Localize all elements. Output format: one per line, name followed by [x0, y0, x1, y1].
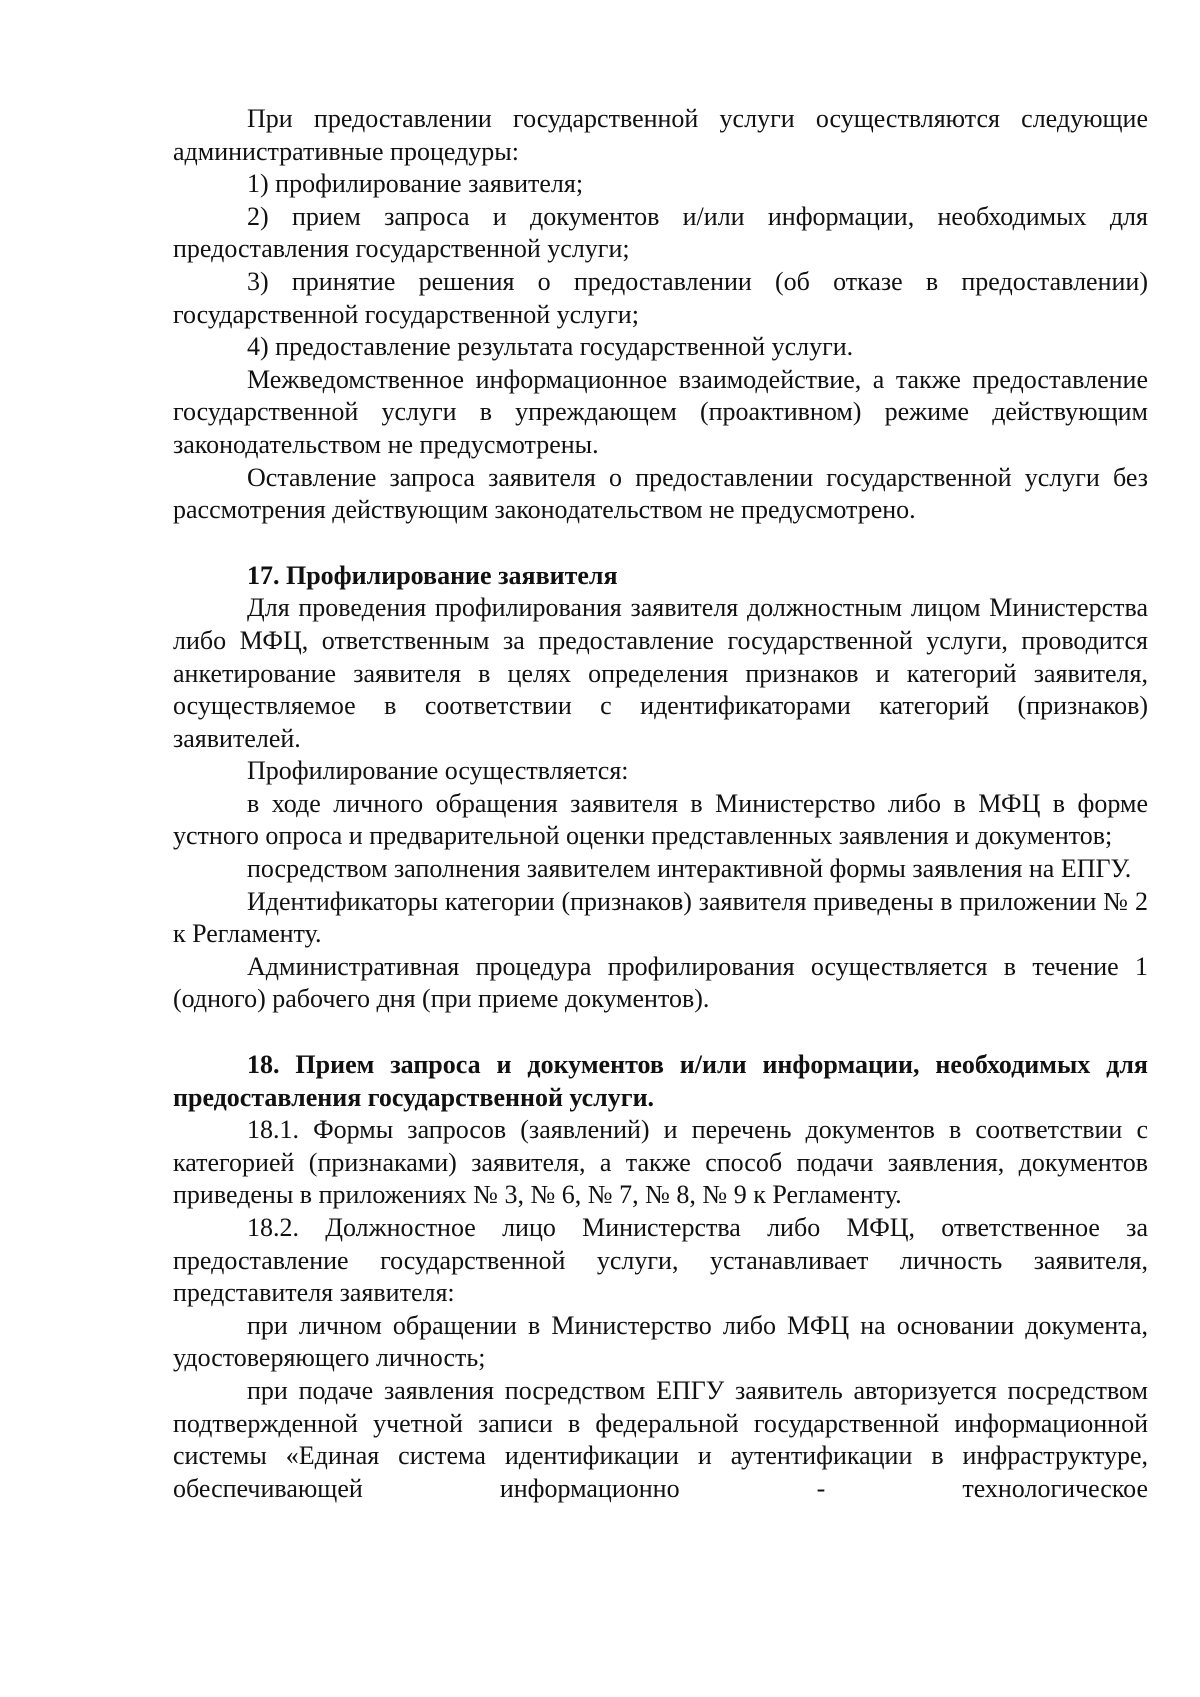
paragraph: Административная процедура профилирования осуществляется в течение 1 (одного) рабочего дня (при приеме документов).	[173, 951, 1148, 1014]
section-18-heading: 18. Прием запроса и документов и/или информации, необходимых для предоставления государственной услуги.	[173, 1050, 1148, 1112]
paragraph: При предоставлении государственной услуги осуществляются следующие административные процедуры:	[173, 104, 1148, 166]
paragraph: Оставление запроса заявителя о предоставлении государственной услуги без рассмотрения действующим законодательством не предусмотрено.	[173, 462, 1148, 525]
paragraph: Для проведения профилирования заявителя должностным лицом Министерства либо МФЦ, ответственным за предоставление государственной услуги, проводится анкетирование заявителя в целях определения признаков и категорий заявителя, осуществляемое в соответствии с идентификаторами категорий (признаков) заявителей.	[173, 593, 1148, 753]
paragraph: в ходе личного обращения заявителя в Министерство либо в МФЦ в форме устного опроса и предварительной оценки представленных заявления и документов;	[173, 788, 1148, 851]
spacer	[173, 1016, 1148, 1049]
paragraph: Профилирование осуществляется:	[247, 756, 629, 786]
paragraph: 18.1. Формы запросов (заявлений) и перечень документов в соответствии с категорией (признаками) заявителя, а также способ подачи заявления, документов приведены в приложениях № 3, № 6, № 7, № 8, № 9 к Регламенту.	[173, 1115, 1148, 1210]
list-item: 3) принятие решения о предоставлении (об отказе в предоставлении) государственной государственной услуги;	[173, 266, 1148, 329]
paragraph: Межведомственное информационное взаимодействие, а также предоставление государственной услуги в упреждающем (проактивном) режиме действующим законодательством не предусмотрены.	[173, 364, 1148, 459]
list-item: 2) прием запроса и документов и/или информации, необходимых для предоставления государственной услуги;	[173, 201, 1148, 264]
section-17-heading: 17. Профилирование заявителя	[247, 560, 618, 590]
paragraph: при личном обращении в Министерство либо МФЦ на основании документа, удостоверяющего личность;	[173, 1310, 1148, 1373]
paragraph: при подаче заявления посредством ЕПГУ заявитель авторизуется посредством подтвержденной учетной записи в федеральной государственной информационной системы «Единая система идентификации и аутентификации в инфраструктуре, обеспечивающей информационно - технологическое	[173, 1375, 1148, 1503]
document-page	[173, 103, 1148, 1505]
list-item: 4) предоставление результата государственной услуги.	[247, 332, 854, 362]
list-item: 1) профилирование заявителя;	[247, 169, 584, 199]
spacer	[173, 527, 1148, 560]
paragraph: 18.2. Должностное лицо Министерства либо МФЦ, ответственное за предоставление государственной услуги, устанавливает личность заявителя, представителя заявителя:	[173, 1213, 1148, 1308]
paragraph: посредством заполнения заявителем интерактивной формы заявления на ЕПГУ.	[247, 854, 1132, 884]
paragraph: Идентификаторы категории (признаков) заявителя приведены в приложении № 2 к Регламенту.	[173, 886, 1148, 949]
